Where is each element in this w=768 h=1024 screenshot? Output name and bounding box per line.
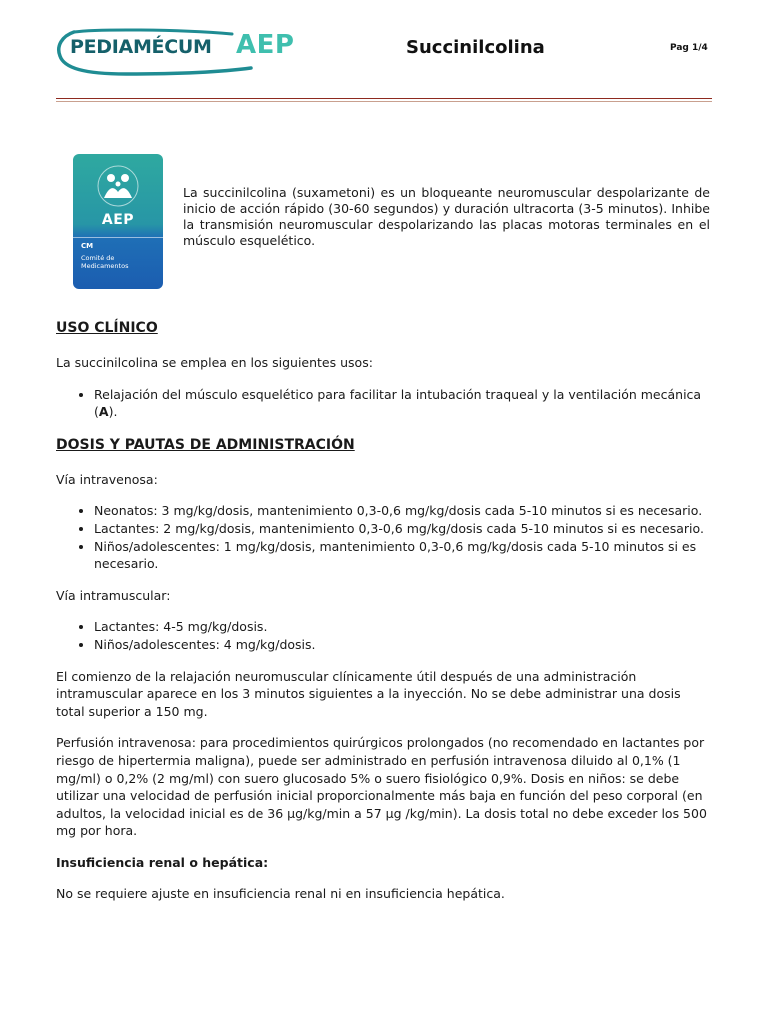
- page-number: Pag 1/4: [670, 43, 708, 53]
- header-divider: [56, 98, 712, 99]
- list-item: • Niños/adolescentes: 4 mg/kg/dosis.: [94, 636, 712, 654]
- aep-committee-badge: [73, 154, 163, 289]
- children-emblem-icon: [73, 154, 163, 214]
- uso-clinico-lead: La succinilcolina se emplea en los siguientes usos:: [56, 355, 373, 370]
- header-divider-secondary: [56, 101, 712, 102]
- document-title: Succinilcolina: [406, 37, 545, 58]
- uso-clinico-list: [56, 386, 712, 421]
- im-paragraph: El comienzo de la relajación neuromuscular clínicamente útil después de una administración intramuscular aparece en los 3 minutos siguientes a la inyección. No se debe administrar una dosis total superior a 150 mg.: [56, 668, 681, 719]
- logo-brand: AEP: [236, 30, 295, 60]
- document-body: [56, 318, 712, 917]
- renal-text: No se requiere ajuste en insuficiencia renal ni en insuficiencia hepática.: [56, 886, 505, 902]
- intro-paragraph: La succinilcolina (suxametoni) es un bloqueante neuromuscular despolarizante de inicio de acción rápido (30-60 segundos) y duración ultracorta (3-5 minutos). Inhibe la transmisión neuromuscular despolarizando las placas motoras terminales en el músculo esquelético.: [183, 185, 710, 248]
- im-dose-list: [56, 618, 712, 653]
- badge-code: CM: [81, 242, 94, 250]
- logo-text: PEDIAMÉCUM: [70, 36, 212, 58]
- list-item: • Niños/adolescentes: 1 mg/kg/dosis, mantenimiento 0,3-0,6 mg/kg/dosis cada 5-10 minutos si es necesario.: [94, 538, 712, 573]
- im-label: Vía intramuscular:: [56, 587, 171, 603]
- list-item: • Lactantes: 4-5 mg/kg/dosis.: [94, 618, 712, 636]
- section-heading-uso-clinico: USO CLÍNICO: [56, 320, 158, 336]
- pediamecum-logo: [56, 28, 306, 78]
- list-item: • Lactantes: 2 mg/kg/dosis, mantenimiento 0,3-0,6 mg/kg/dosis cada 5-10 minutos si es necesario.: [94, 520, 712, 538]
- list-item: • Relajación del músculo esquelético para facilitar la intubación traqueal y la ventilación mecánica (A).: [94, 386, 712, 421]
- badge-committee: Comité de Medicamentos: [81, 254, 129, 270]
- badge-label: AEP: [101, 212, 135, 228]
- iv-label: Vía intravenosa:: [56, 471, 158, 487]
- list-item: • Neonatos: 3 mg/kg/dosis, mantenimiento 0,3-0,6 mg/kg/dosis cada 5-10 minutos si es necesario.: [94, 502, 712, 520]
- perfusion-paragraph: Perfusión intravenosa: para procedimientos quirúrgicos prolongados (no recomendado en lactantes por riesgo de hipertermia maligna), puede ser administrado en perfusión intravenosa diluido al 0,1% (1 mg/ml) o 0,2% (2 mg/ml) con suero glucosado 5% o suero fisiológico 0,9%. Dosis en niños: se debe utilizar una velocidad de perfusión inicial proporcionalmente más baja en función del peso corporal (en adultos, la velocidad inicial es de 36 µg/kg/min a 57 µg /kg/min). La dosis total no debe exceder los 500 mg por hora.: [56, 735, 707, 839]
- section-heading-dosis: DOSIS Y PAUTAS DE ADMINISTRACIÓN: [56, 436, 355, 453]
- iv-dose-list: [56, 502, 712, 572]
- renal-heading: Insuficiencia renal o hepática:: [56, 854, 269, 870]
- badge-divider: [73, 237, 163, 238]
